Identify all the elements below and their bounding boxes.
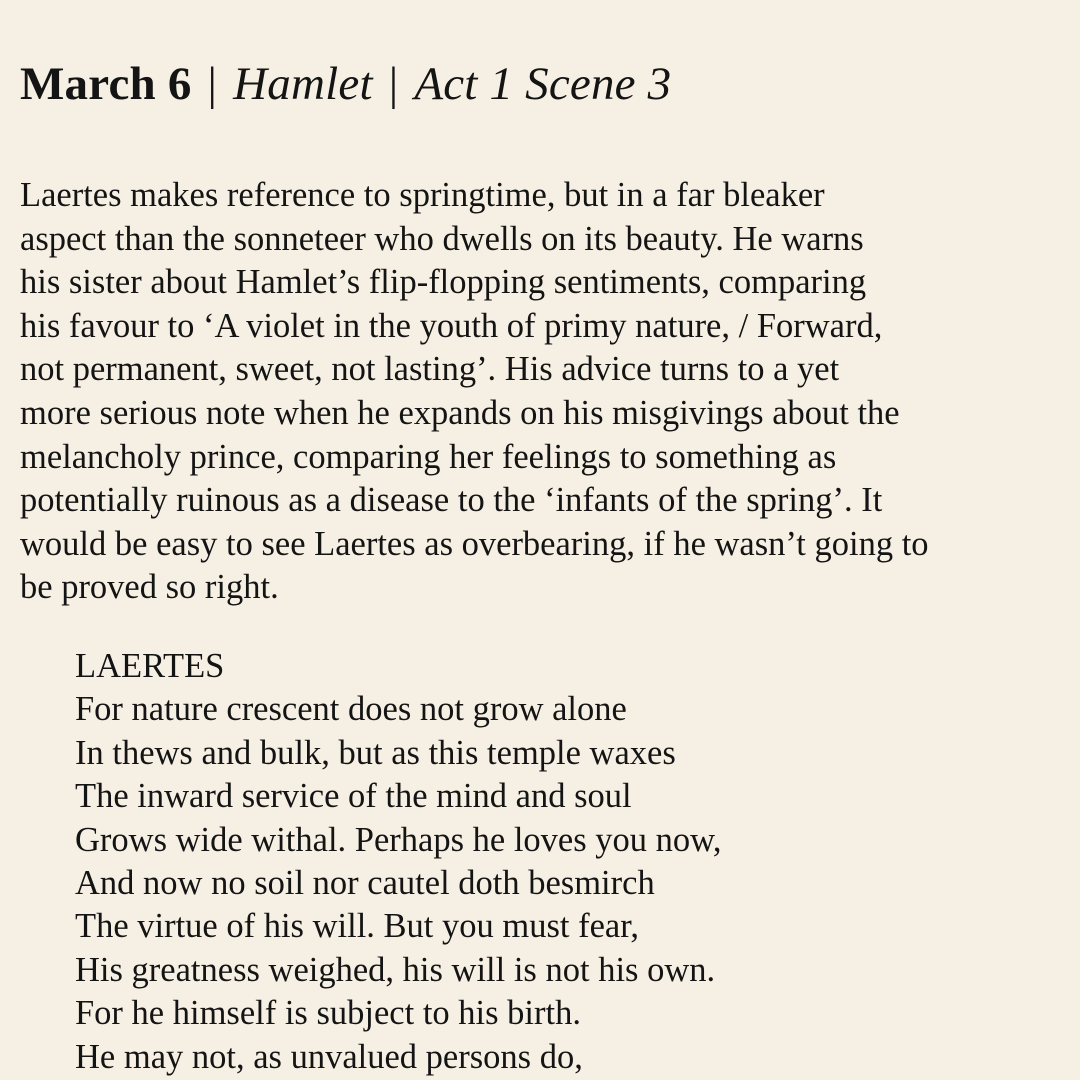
commentary-line: melancholy prince, comparing her feelings to something as: [20, 437, 837, 476]
commentary-line: more serious note when he expands on his misgivings about the: [20, 393, 900, 432]
verse-line: His greatness weighed, his will is not his own.: [75, 950, 716, 989]
commentary-line: his favour to ‘A violet in the youth of primy nature, / Forward,: [20, 306, 883, 345]
title-scene: Act 1 Scene 3: [414, 58, 672, 110]
commentary-line: not permanent, sweet, not lasting’. His advice turns to a yet: [20, 350, 840, 389]
title-play: Hamlet: [233, 58, 373, 110]
page: [20, 0, 1070, 1080]
verse-line: In thews and bulk, but as this temple waxes: [75, 733, 676, 772]
title-date: March 6: [20, 58, 192, 110]
verse-line: He may not, as unvalued persons do,: [75, 1037, 583, 1076]
verse-quotation: [75, 645, 1065, 1079]
verse-line: The virtue of his will. But you must fear,: [75, 907, 639, 946]
commentary-line: would be easy to see Laertes as overbearing, if he wasn’t going to: [20, 524, 929, 563]
verse-speaker: LAERTES: [75, 647, 225, 685]
commentary-line: be proved so right.: [20, 568, 279, 607]
verse-line: For nature crescent does not grow alone: [75, 690, 627, 729]
page-title: [20, 54, 671, 114]
verse-line: And now no soil nor cautel doth besmirch: [75, 864, 655, 903]
commentary-line: aspect than the sonneteer who dwells on its beauty. He warns: [20, 219, 864, 258]
verse-line: The inward service of the mind and soul: [75, 777, 632, 816]
title-separator: |: [388, 58, 399, 110]
commentary-paragraph: [20, 174, 1070, 610]
commentary-line: his sister about Hamlet’s flip-flopping sentiments, comparing: [20, 263, 867, 302]
commentary-line: potentially ruinous as a disease to the ‘infants of the spring’. It: [20, 481, 883, 520]
verse-line: For he himself is subject to his birth.: [75, 994, 581, 1033]
commentary-line: Laertes makes reference to springtime, but in a far bleaker: [20, 176, 825, 214]
verse-line: Grows wide withal. Perhaps he loves you now,: [75, 820, 722, 859]
title-separator: |: [207, 58, 218, 110]
